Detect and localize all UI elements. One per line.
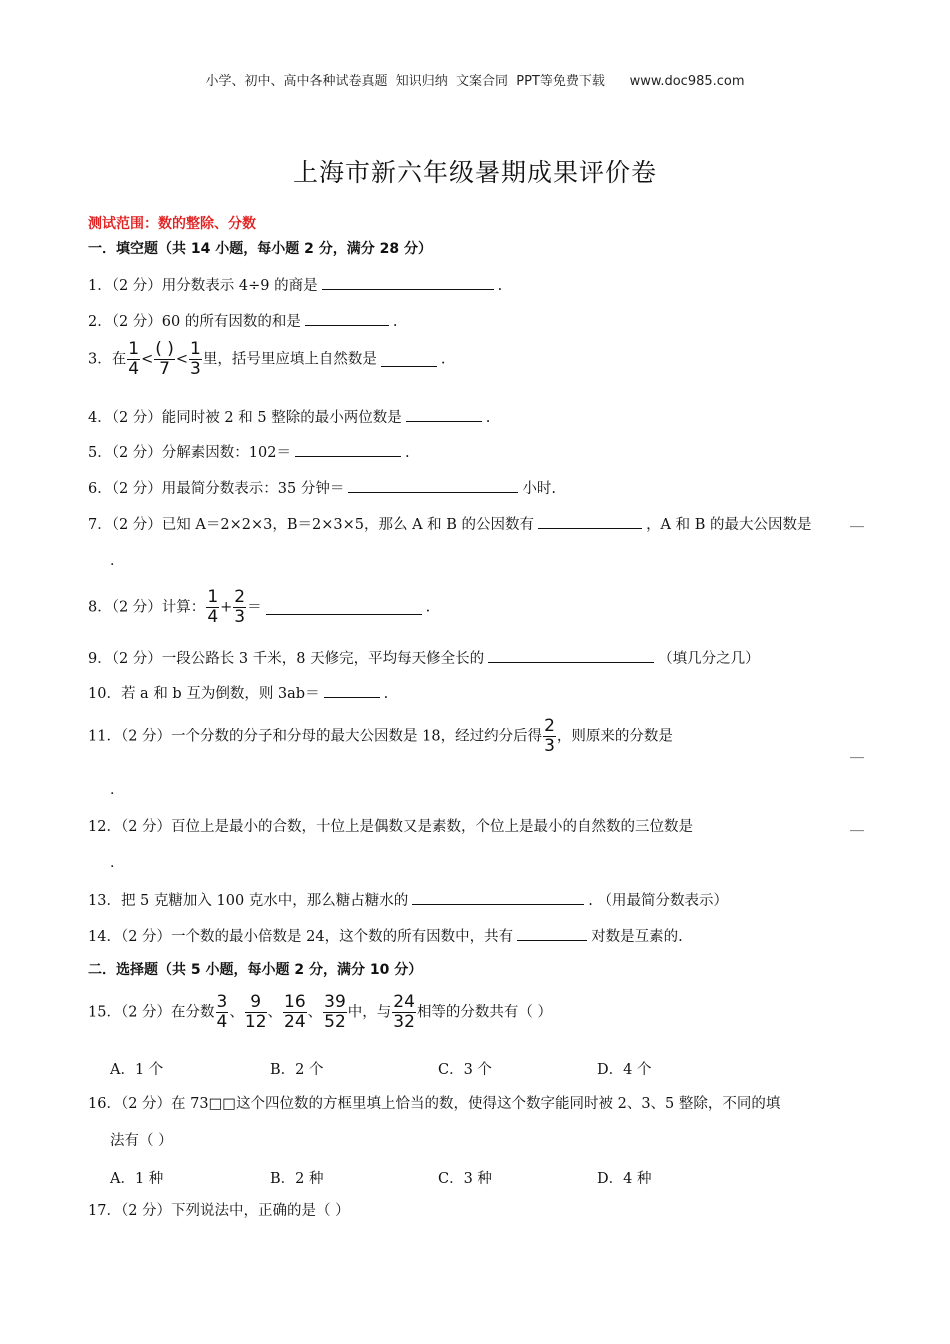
- fraction: $\frac{1}{4}$: [207, 587, 219, 627]
- question-3: 3．在 $\frac{1}{4}$ < $\frac{( )}{7}$ < $\frac{1}{3}$ 里，括号里应填上自然数是 .: [88, 339, 446, 379]
- answer-blank[interactable]: [488, 648, 654, 663]
- fraction: $\frac{16}{24}$: [284, 992, 306, 1032]
- answer-blank[interactable]: [412, 890, 584, 905]
- page-title: 上海市新六年级暑期成果评价卷: [292, 158, 657, 187]
- question-16: 16．（2 分）在 73□□这个四位数的方框里填上恰当的数，使得这个数字能同时被 2、3、5 整除，不同的填: [88, 1096, 781, 1112]
- fraction: $\frac{39}{52}$: [324, 992, 346, 1032]
- option-d[interactable]: D．4 个: [597, 1062, 652, 1078]
- question-7: 7．（2 分）已知 A＝2×2×3，B＝2×3×5，那么 A 和 B 的公因数有 ，A 和 B 的最大公因数是: [88, 514, 812, 534]
- period: .: [110, 855, 115, 871]
- question-10: 10．若 a 和 b 互为倒数，则 3ab＝ .: [88, 683, 388, 703]
- question-13: 13．把 5 克糖加入 100 克水中，那么糖占糖水的 . （用最简分数表示）: [88, 890, 728, 910]
- section-multiple-choice: 二．选择题（共 5 小题，每小题 2 分，满分 10 分）: [88, 962, 423, 978]
- answer-blank[interactable]: [305, 311, 389, 326]
- option-b[interactable]: B．2 种: [270, 1171, 324, 1187]
- page-header: 小学、初中、高中各种试卷真题 知识归纳 文案合同 PPT等免费下载 www.doc985.com: [205, 74, 745, 89]
- answer-blank[interactable]: [381, 352, 437, 367]
- question-1: 1．（2 分）用分数表示 4÷9 的商是 .: [88, 275, 502, 295]
- question-12: 12．（2 分）百位上是最小的合数，十位上是偶数又是素数，个位上是最小的自然数的三位数是: [88, 819, 694, 835]
- answer-blank[interactable]: __: [850, 512, 864, 528]
- question-14: 14．（2 分）一个数的最小倍数是 24，这个数的所有因数中，共有 对数是互素的.: [88, 926, 683, 946]
- question-17: 17．（2 分）下列说法中，正确的是（ ）: [88, 1203, 350, 1219]
- answer-blank[interactable]: __: [850, 816, 864, 832]
- answer-blank[interactable]: [266, 600, 422, 615]
- test-scope: 测试范围：数的整除、分数: [88, 216, 256, 232]
- section-fill-blank: 一．填空题（共 14 小题，每小题 2 分，满分 28 分）: [88, 241, 432, 257]
- option-c[interactable]: C．3 种: [438, 1171, 492, 1187]
- answer-blank[interactable]: __: [850, 743, 864, 759]
- answer-blank[interactable]: [324, 683, 380, 698]
- answer-blank[interactable]: [322, 275, 494, 290]
- answer-blank[interactable]: [348, 478, 518, 493]
- question-5: 5．（2 分）分解素因数：102＝ .: [88, 442, 410, 462]
- question-9: 9．（2 分）一段公路长 3 千米，8 天修完，平均每天修全长的 （填几分之几）: [88, 648, 760, 668]
- question-4: 4．（2 分）能同时被 2 和 5 整除的最小两位数是 .: [88, 407, 490, 427]
- option-a[interactable]: A．1 种: [110, 1171, 164, 1187]
- fraction: $\frac{3}{4}$: [216, 992, 228, 1032]
- fraction: $\frac{1}{3}$: [190, 339, 201, 379]
- question-8: 8．（2 分）计算： $\frac{1}{4}$ + $\frac{2}{3}$ ＝ .: [88, 587, 431, 627]
- fraction: $\frac{( )}{7}$: [155, 339, 174, 379]
- fraction: $\frac{9}{12}$: [244, 992, 267, 1032]
- answer-blank[interactable]: [295, 442, 401, 457]
- answer-blank[interactable]: [517, 926, 587, 941]
- answer-blank[interactable]: [538, 514, 642, 529]
- option-b[interactable]: B．2 个: [270, 1062, 324, 1078]
- fraction: $\frac{1}{4}$: [128, 339, 140, 379]
- fraction: $\frac{2}{3}$: [544, 716, 555, 756]
- question-2: 2．（2 分）60 的所有因数的和是 .: [88, 311, 397, 331]
- question-6: 6．（2 分）用最简分数表示：35 分钟＝ 小时.: [88, 478, 556, 498]
- question-16-cont: 法有（ ）: [110, 1133, 173, 1149]
- option-d[interactable]: D．4 种: [597, 1171, 652, 1187]
- fraction: $\frac{24}{32}$: [393, 992, 415, 1032]
- fraction: $\frac{2}{3}$: [234, 587, 246, 627]
- question-11: 11．（2 分）一个分数的分子和分母的最大公因数是 18，经过约分后得 $\frac{2}{3}$ ，则原来的分数是: [88, 716, 673, 756]
- period: .: [110, 553, 115, 569]
- option-a[interactable]: A．1 个: [110, 1062, 164, 1078]
- question-15: 15．（2 分）在分数 $\frac{3}{4}$ 、 $\frac{9}{12}$ 、 $\frac{16}{24}$ 、 $\frac{39}{52}$ 中，与 $\frac{24}{32}$ 相等的分数共有（ ）: [88, 992, 553, 1032]
- answer-blank[interactable]: [406, 407, 482, 422]
- period: .: [110, 782, 115, 798]
- option-c[interactable]: C．3 个: [438, 1062, 492, 1078]
